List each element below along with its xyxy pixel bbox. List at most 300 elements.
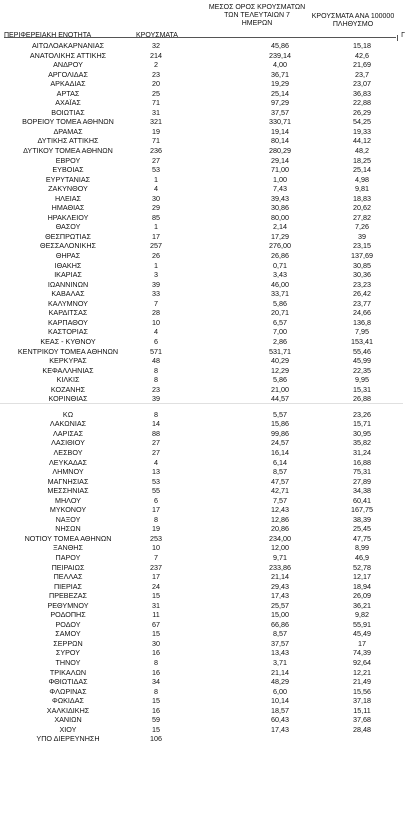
rate-cell: 137,69 [351,251,373,261]
region-cell: ΗΜΑΘΙΑΣ [51,203,85,213]
table-row [0,51,403,61]
header-avg7: ΜΕΣΟΣ ΟΡΟΣ ΚΡΟΥΣΜΑΤΩΝ ΤΩΝ ΤΕΛΕΥΤΑΙΩΝ 7 ΗΜΕΡΩΝ [208,4,306,27]
avg7-cell: 10,14 [271,696,289,706]
table-row [0,232,403,242]
rate-cell: 12,17 [353,572,371,582]
table-row [0,477,403,487]
avg7-cell: 60,43 [271,715,289,725]
avg7-cell: 7,43 [273,184,287,194]
rate-cell: 167,75 [351,505,373,515]
table-row [0,108,403,118]
avg7-cell: 3,71 [273,658,287,667]
rate-cell: 30,85 [353,260,371,270]
rate-cell: 55,46 [353,346,371,356]
rate-cell: 18,25 [353,155,371,165]
region-cell: ΔΥΤΙΚΗΣ ΑΤΤΙΚΗΣ [37,136,99,146]
table-row [0,41,403,51]
table-row [0,165,403,175]
region-cell: ΘΕΣΣΑΛΟΝΙΚΗΣ [40,241,96,251]
cases-cell: 214 [150,50,162,60]
rate-cell: 26,42 [353,289,371,299]
region-cell: ΙΚΑΡΙΑΣ [54,270,82,280]
rate-cell: 4,98 [355,174,369,184]
cases-cell: 14 [152,419,160,429]
table-row [0,175,403,185]
rate-cell: 9,81 [355,184,369,194]
avg7-cell: 99,86 [271,428,289,438]
region-cell: ΑΡΤΑΣ [56,88,80,98]
cases-cell: 7 [154,552,158,562]
rate-cell: 26,88 [353,394,371,404]
cases-cell: 4 [154,327,158,337]
region-cell: ΡΕΘΥΜΝΟΥ [47,600,89,610]
avg7-cell: 12,86 [271,514,289,524]
region-cell: ΜΕΣΣΗΝΙΑΣ [47,486,89,496]
rate-cell: 38,39 [353,514,371,524]
cases-cell: 10 [152,543,160,553]
table-row [0,299,403,309]
rate-cell: 54,25 [353,117,371,127]
cases-cell: 71 [152,98,160,108]
table-body [0,41,403,744]
table-row [0,146,403,156]
rate-cell: 19,33 [353,126,371,136]
table-row [0,419,403,429]
region-cell: ΜΑΓΝΗΣΙΑΣ [47,476,89,486]
cases-cell: 27 [152,155,160,165]
rate-cell: 23,23 [353,279,371,289]
cases-cell: 19 [152,126,160,136]
table-row [0,222,403,232]
cases-cell: 33 [152,289,160,299]
cases-cell: 71 [152,136,160,146]
cases-cell: 8 [154,375,158,385]
table-row [0,582,403,592]
region-cell: ΕΒΡΟΥ [55,155,81,165]
cases-cell: 27 [152,438,160,448]
cases-cell: 571 [150,346,162,356]
header-region: ΠΕΡΙΦΕΡΕΙΑΚΗ ΕΝΟΤΗΤΑ [4,32,92,39]
table-row [0,591,403,601]
table-row [0,394,403,404]
region-cell: ΘΕΣΠΡΩΤΙΑΣ [45,231,91,241]
header-rate: ΚΡΟΥΣΜΑΤΑ ΑΝΑ 100000 ΠΛΗΘΥΣΜΟ [311,13,395,28]
table-row [0,375,403,385]
avg7-cell: 2,14 [273,222,287,232]
region-cell: ΚΩ [62,409,74,419]
region-cell: ΣΕΡΡΩΝ [53,638,83,648]
region-cell: ΗΡΑΚΛΕΙΟΥ [47,212,89,222]
avg7-cell: 66,86 [271,619,289,629]
region-cell: ΞΑΝΘΗΣ [53,543,83,553]
table-row [0,270,403,280]
table-row [0,438,403,448]
region-cell: ΡΟΔΟΠΗΣ [50,610,86,620]
cases-cell: 1 [154,174,158,184]
cases-cell: 15 [152,591,160,601]
cases-cell: 17 [152,505,160,515]
table-row [0,347,403,357]
rate-cell: 34,38 [353,486,371,496]
table-header [0,4,403,44]
avg7-cell: 29,43 [271,581,289,591]
table-row [0,715,403,725]
table-row [0,194,403,204]
avg7-cell: 239,14 [269,50,291,60]
avg7-cell: 17,29 [271,231,289,241]
avg7-cell: 17,43 [271,591,289,601]
rate-cell: 8,99 [355,543,369,553]
avg7-cell: 24,57 [271,438,289,448]
avg7-cell: 5,57 [273,409,287,419]
rate-cell: 27,89 [353,476,371,486]
cases-cell: 1 [154,260,158,270]
avg7-cell: 39,43 [271,193,289,203]
region-cell: ΔΥΤΙΚΟΥ ΤΟΜΕΑ ΑΘΗΝΩΝ [23,146,113,156]
cases-cell: 27 [152,447,160,457]
rate-cell: 20,62 [353,203,371,213]
region-cell: ΧΑΛΚΙΔΙΚΗΣ [46,705,90,715]
region-cell: ΦΛΩΡΙΝΑΣ [49,686,87,696]
avg7-cell: 7,00 [273,327,287,337]
region-cell: ΕΥΒΟΙΑΣ [52,165,84,175]
region-cell: ΠΙΕΡΙΑΣ [53,581,82,591]
table-row [0,572,403,582]
cases-cell: 24 [152,581,160,591]
avg7-cell: 5,86 [273,375,287,385]
table-row [0,136,403,146]
avg7-cell: 20,71 [271,308,289,318]
region-cell: ΗΛΕΙΑΣ [54,193,82,203]
region-cell: ΘΑΣΟΥ [55,222,81,232]
cases-cell: 16 [152,667,160,677]
table-row [0,610,403,620]
region-cell: ΘΗΡΑΣ [55,251,81,261]
avg7-cell: 37,57 [271,107,289,117]
region-cell: ΧΙΟΥ [59,724,77,734]
avg7-cell: 531,71 [269,346,291,356]
avg7-cell: 4,00 [273,60,287,70]
table-row [0,385,403,395]
avg7-cell: 19,14 [271,126,289,136]
cases-cell: 26 [152,251,160,261]
rate-cell: 18,94 [353,581,371,591]
rate-cell: 21,69 [353,60,371,70]
rate-cell: 55,91 [353,619,371,629]
avg7-cell: 8,57 [273,629,287,639]
page-break [0,403,403,410]
region-cell: ΣΑΜΟΥ [55,629,81,639]
table-row [0,486,403,496]
region-cell: ΣΥΡΟΥ [55,648,81,658]
avg7-cell: 2,86 [273,336,287,346]
rate-cell: 26,09 [353,591,371,601]
cases-cell: 3 [154,270,158,280]
region-cell: ΠΡΕΒΕΖΑΣ [49,591,87,601]
cases-cell: 1 [154,222,158,232]
table-row [0,318,403,328]
table-row [0,677,403,687]
table-row [0,496,403,506]
header-divider [4,37,396,38]
region-cell: ΒΟΙΩΤΙΑΣ [51,107,85,117]
avg7-cell: 97,29 [271,98,289,108]
avg7-cell: 80,00 [271,212,289,222]
rate-cell: 74,39 [353,648,371,658]
avg7-cell: 15,86 [271,419,289,429]
table-row [0,356,403,366]
table-row [0,706,403,716]
cases-cell: 253 [150,533,162,543]
region-cell: ΚΑΣΤΟΡΙΑΣ [48,327,88,337]
header-cases: ΚΡΟΥΣΜΑΤΑ [136,32,178,39]
rate-cell: 23,26 [353,409,371,419]
table-row [0,524,403,534]
region-cell: ΚΕΡΚΥΡΑΣ [49,356,87,366]
region-cell: ΛΕΥΚΑΔΑΣ [48,457,87,467]
rate-cell: 31,24 [353,447,371,457]
avg7-cell: 29,14 [271,155,289,165]
cases-cell: 39 [152,279,160,289]
rate-cell: 15,31 [353,384,371,394]
avg7-cell: 233,86 [269,562,291,572]
cases-cell: 32 [152,41,160,50]
table-row [0,156,403,166]
cases-cell: 23 [152,384,160,394]
rate-cell: 39 [358,231,366,241]
region-cell: ΚΕΝΤΡΙΚΟΥ ΤΟΜΕΑ ΑΘΗΝΩΝ [17,346,119,356]
table-row [0,601,403,611]
cases-cell: 31 [152,600,160,610]
table-row [0,241,403,251]
rate-cell: 7,95 [355,327,369,337]
table-row [0,327,403,337]
cases-cell: 53 [152,165,160,175]
avg7-cell: 48,29 [271,677,289,687]
region-cell: ΠΑΡΟΥ [55,552,81,562]
table-row [0,410,403,420]
cases-cell: 15 [152,629,160,639]
table-row [0,127,403,137]
region-cell: ΑΧΑΪΑΣ [55,98,81,108]
avg7-cell: 280,29 [269,146,291,156]
cases-cell: 30 [152,193,160,203]
avg7-cell: 12,00 [271,543,289,553]
avg7-cell: 40,29 [271,356,289,366]
cases-cell: 15 [152,724,160,734]
table-row [0,429,403,439]
region-cell: ΝΟΤΙΟΥ ΤΟΜΕΑ ΑΘΗΝΩΝ [24,533,112,543]
cases-cell: 34 [152,677,160,687]
region-cell: ΖΑΚΥΝΘΟΥ [48,184,88,194]
region-cell: ΚΙΛΚΙΣ [56,375,80,385]
rate-cell: 17 [358,638,366,648]
cases-cell: 8 [154,514,158,524]
rate-cell: 45,49 [353,629,371,639]
rate-cell: 60,41 [353,495,371,505]
table-row [0,687,403,697]
region-cell: ΜΥΚΟΝΟΥ [49,505,87,515]
rate-cell: 30,36 [353,270,371,280]
avg7-cell: 25,57 [271,600,289,610]
avg7-cell: 6,57 [273,317,287,327]
rate-cell: 15,11 [353,705,371,715]
rate-cell: 12,21 [353,667,371,677]
cases-cell: 106 [150,734,162,744]
cases-cell: 23 [152,69,160,79]
avg7-cell: 26,86 [271,251,289,261]
region-cell: ΒΟΡΕΙΟΥ ΤΟΜΕΑ ΑΘΗΝΩΝ [22,117,114,127]
cases-cell: 17 [152,231,160,241]
cases-cell: 19 [152,524,160,534]
rate-cell: 46,9 [355,552,369,562]
avg7-cell: 13,43 [271,648,289,658]
rate-cell: 25,45 [353,524,371,534]
region-cell: ΠΕΙΡΑΙΩΣ [51,562,85,572]
rate-cell: 75,31 [353,467,371,477]
region-cell: ΤΡΙΚΑΛΩΝ [49,667,87,677]
region-cell: ΔΡΑΜΑΣ [53,126,83,136]
rate-cell: 16,88 [353,457,371,467]
avg7-cell: 21,00 [271,384,289,394]
table-row [0,79,403,89]
region-cell: ΡΟΔΟΥ [55,619,81,629]
avg7-cell: 7,57 [273,495,287,505]
table-row [0,515,403,525]
avg7-cell: 12,43 [271,505,289,515]
avg7-cell: 21,14 [271,667,289,677]
rate-cell: 21,49 [353,677,371,687]
table-row [0,467,403,477]
avg7-cell: 30,86 [271,203,289,213]
avg7-cell: 12,29 [271,365,289,375]
region-cell: ΛΗΜΝΟΥ [52,467,84,477]
avg7-cell: 6,14 [273,457,287,467]
region-cell: ΚΑΡΠΑΘΟΥ [48,317,88,327]
cases-cell: 8 [154,658,158,667]
avg7-cell: 15,00 [271,610,289,620]
table-row [0,563,403,573]
region-cell: ΝΑΞΟΥ [55,514,81,524]
rate-cell: 23,77 [353,298,371,308]
table-row [0,366,403,376]
region-cell: ΚΑΒΑΛΑΣ [51,289,85,299]
region-cell: ΚΟΡΙΝΘΙΑΣ [48,394,88,404]
cases-cell: 59 [152,715,160,725]
rate-cell: 7,26 [355,222,369,232]
avg7-cell: 25,14 [271,88,289,98]
rate-cell: 36,83 [353,88,371,98]
table-row [0,639,403,649]
table-row [0,280,403,290]
avg7-cell: 44,57 [271,394,289,404]
rate-cell: 37,18 [353,696,371,706]
rate-cell: 25,14 [353,165,371,175]
rate-cell: 9,95 [355,375,369,385]
table-row [0,98,403,108]
cases-cell: 25 [152,88,160,98]
region-cell: ΑΝΔΡΟΥ [53,60,83,70]
rate-cell: 23,07 [353,79,371,89]
table-row [0,308,403,318]
table-row [0,251,403,261]
region-cell: ΑΝΑΤΟΛΙΚΗΣ ΑΤΤΙΚΗΣ [29,50,107,60]
cases-cell: 257 [150,241,162,251]
region-cell: ΝΗΣΩΝ [55,524,81,534]
cases-cell: 11 [152,610,160,620]
rate-cell: 28,48 [353,724,371,734]
rate-cell: 26,29 [353,107,371,117]
table-row [0,203,403,213]
table-row [0,448,403,458]
avg7-cell: 1,00 [273,174,287,184]
cases-cell: 10 [152,317,160,327]
region-cell: ΑΡΚΑΔΙΑΣ [50,79,86,89]
cases-cell: 4 [154,184,158,194]
rate-cell: 15,18 [353,41,371,50]
avg7-cell: 17,43 [271,724,289,734]
avg7-cell: 71,00 [271,165,289,175]
cases-cell: 2 [154,60,158,70]
region-cell: ΜΗΛΟΥ [55,495,81,505]
table-row [0,734,403,744]
cases-cell: 6 [154,336,158,346]
cases-cell: 8 [154,686,158,696]
avg7-cell: 0,71 [273,260,287,270]
rate-cell: 45,99 [353,356,371,366]
region-cell: ΙΩΑΝΝΙΝΩΝ [47,279,89,289]
cases-cell: 88 [152,428,160,438]
region-cell: ΙΘΑΚΗΣ [54,260,82,270]
cases-cell: 55 [152,486,160,496]
avg7-cell: 42,71 [271,486,289,496]
avg7-cell: 3,43 [273,270,287,280]
avg7-cell: 21,14 [271,572,289,582]
rate-cell: 30,95 [353,428,371,438]
table-row [0,337,403,347]
rate-cell: 22,88 [353,98,371,108]
cases-cell: 53 [152,476,160,486]
avg7-cell: 6,00 [273,686,287,696]
rate-cell: 47,75 [353,533,371,543]
table-row [0,184,403,194]
cases-cell: 13 [152,467,160,477]
rate-cell: 92,64 [353,658,371,667]
region-cell: ΥΠΟ ΔΙΕΡΕΥΝΗΣΗ [36,734,100,744]
table-row [0,725,403,735]
cases-cell: 236 [150,146,162,156]
rate-cell: 36,21 [353,600,371,610]
region-cell: ΛΑΣΙΘΙΟΥ [51,438,85,448]
table-row [0,648,403,658]
rate-cell: 9,82 [355,610,369,620]
cases-cell: 8 [154,365,158,375]
cases-cell: 15 [152,696,160,706]
avg7-cell: 45,86 [271,41,289,50]
region-cell: ΑΙΤΩΛΟΑΚΑΡΝΑΝΙΑΣ [31,41,105,50]
region-cell: ΚΟΖΑΝΗΣ [50,384,86,394]
avg7-cell: 47,57 [271,476,289,486]
region-cell: ΚΕΦΑΛΛΗΝΙΑΣ [42,365,94,375]
rate-cell: 22,35 [353,365,371,375]
rate-cell: 15,71 [353,419,371,429]
region-cell: ΚΕΑΣ - ΚΥΘΝΟΥ [40,336,96,346]
avg7-cell: 80,14 [271,136,289,146]
rate-cell: 15,56 [353,686,371,696]
table-row [0,620,403,630]
table-row [0,543,403,553]
region-cell: ΚΑΡΔΙΤΣΑΣ [48,308,88,318]
